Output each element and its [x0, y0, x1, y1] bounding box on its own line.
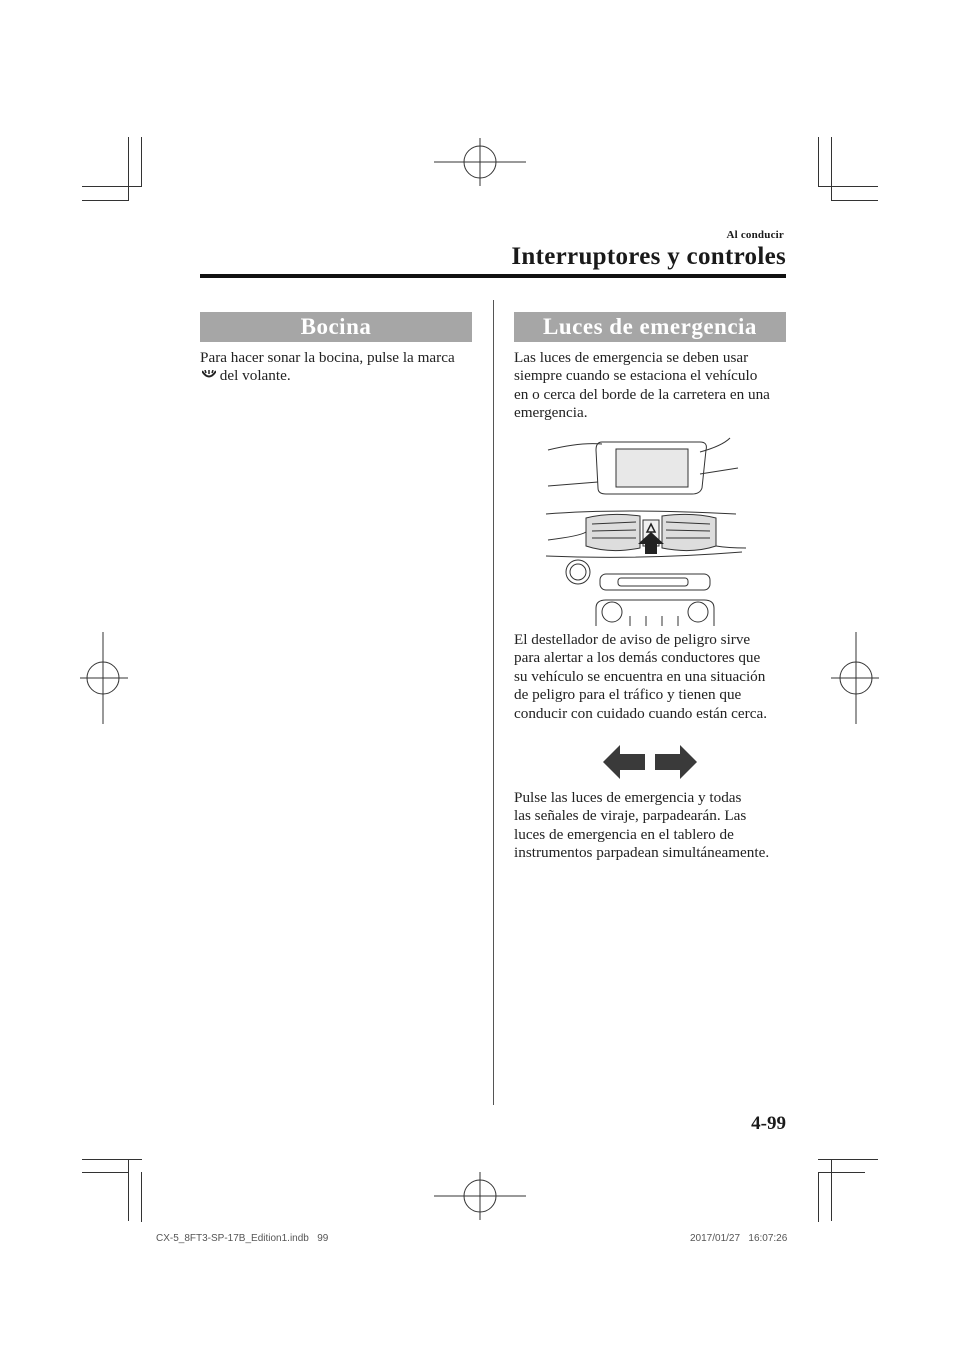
hazard-intro-line: Las luces de emergencia se deben usar	[514, 349, 749, 366]
column-divider	[493, 300, 494, 1105]
hazard-intro-line: siempre cuando se estaciona el vehículo	[514, 367, 758, 385]
hazard-intro-line: en o cerca del borde de la carretera en una	[514, 385, 770, 403]
horn-heading: Bocina	[200, 312, 472, 342]
hazard-desc-line: de peligro para el tráfico y tienen que	[514, 686, 742, 704]
hazard-heading: Luces de emergencia	[514, 312, 786, 342]
hazard-desc-line: para alertar a los demás conductores que	[514, 649, 761, 667]
horn-text-line-2-text: del volante.	[219, 367, 291, 385]
section-title: Interruptores y controles	[511, 243, 786, 270]
hazard-final-line: las señales de viraje, parpadearán. Las	[514, 807, 747, 825]
registration-target-icon	[831, 632, 879, 724]
footer-file: CX-5_8FT3-SP-17B_Edition1.indb 99	[156, 1233, 329, 1244]
hazard-final-line: luces de emergencia en el tablero de	[514, 825, 734, 843]
hazard-final-line: Pulse las luces de emergencia y todas	[514, 789, 742, 806]
turn-signal-arrows-icon	[603, 745, 697, 779]
registration-target-icon	[80, 632, 128, 724]
hazard-description	[514, 631, 786, 723]
horn-text	[200, 349, 490, 386]
horn-text-line: Para hacer sonar la bocina, pulse la marca	[200, 349, 455, 366]
footer-timestamp: 2017/01/27 16:07:26	[690, 1233, 788, 1244]
hazard-desc-line: El destellador de aviso de peligro sirve	[514, 631, 751, 648]
horn-text-line-2	[200, 367, 490, 385]
hazard-intro-line: emergencia.	[514, 404, 588, 422]
dashboard-hazard-switch-illustration	[540, 436, 750, 626]
hazard-intro	[514, 349, 786, 423]
hazard-desc-line: su vehículo se encuentra en una situación	[514, 667, 766, 685]
registration-target-icon	[434, 1172, 526, 1220]
registration-target-icon	[434, 138, 526, 186]
horn-icon	[202, 370, 216, 380]
hazard-desc-line: conducir con cuidado cuando están cerca.	[514, 704, 768, 722]
header-rule	[200, 274, 786, 278]
page-number: 4-99	[751, 1113, 786, 1134]
hazard-final	[514, 789, 786, 863]
chapter-label: Al conducir	[726, 229, 784, 241]
hazard-final-line: instrumentos parpadean simultáneamente.	[514, 844, 770, 862]
